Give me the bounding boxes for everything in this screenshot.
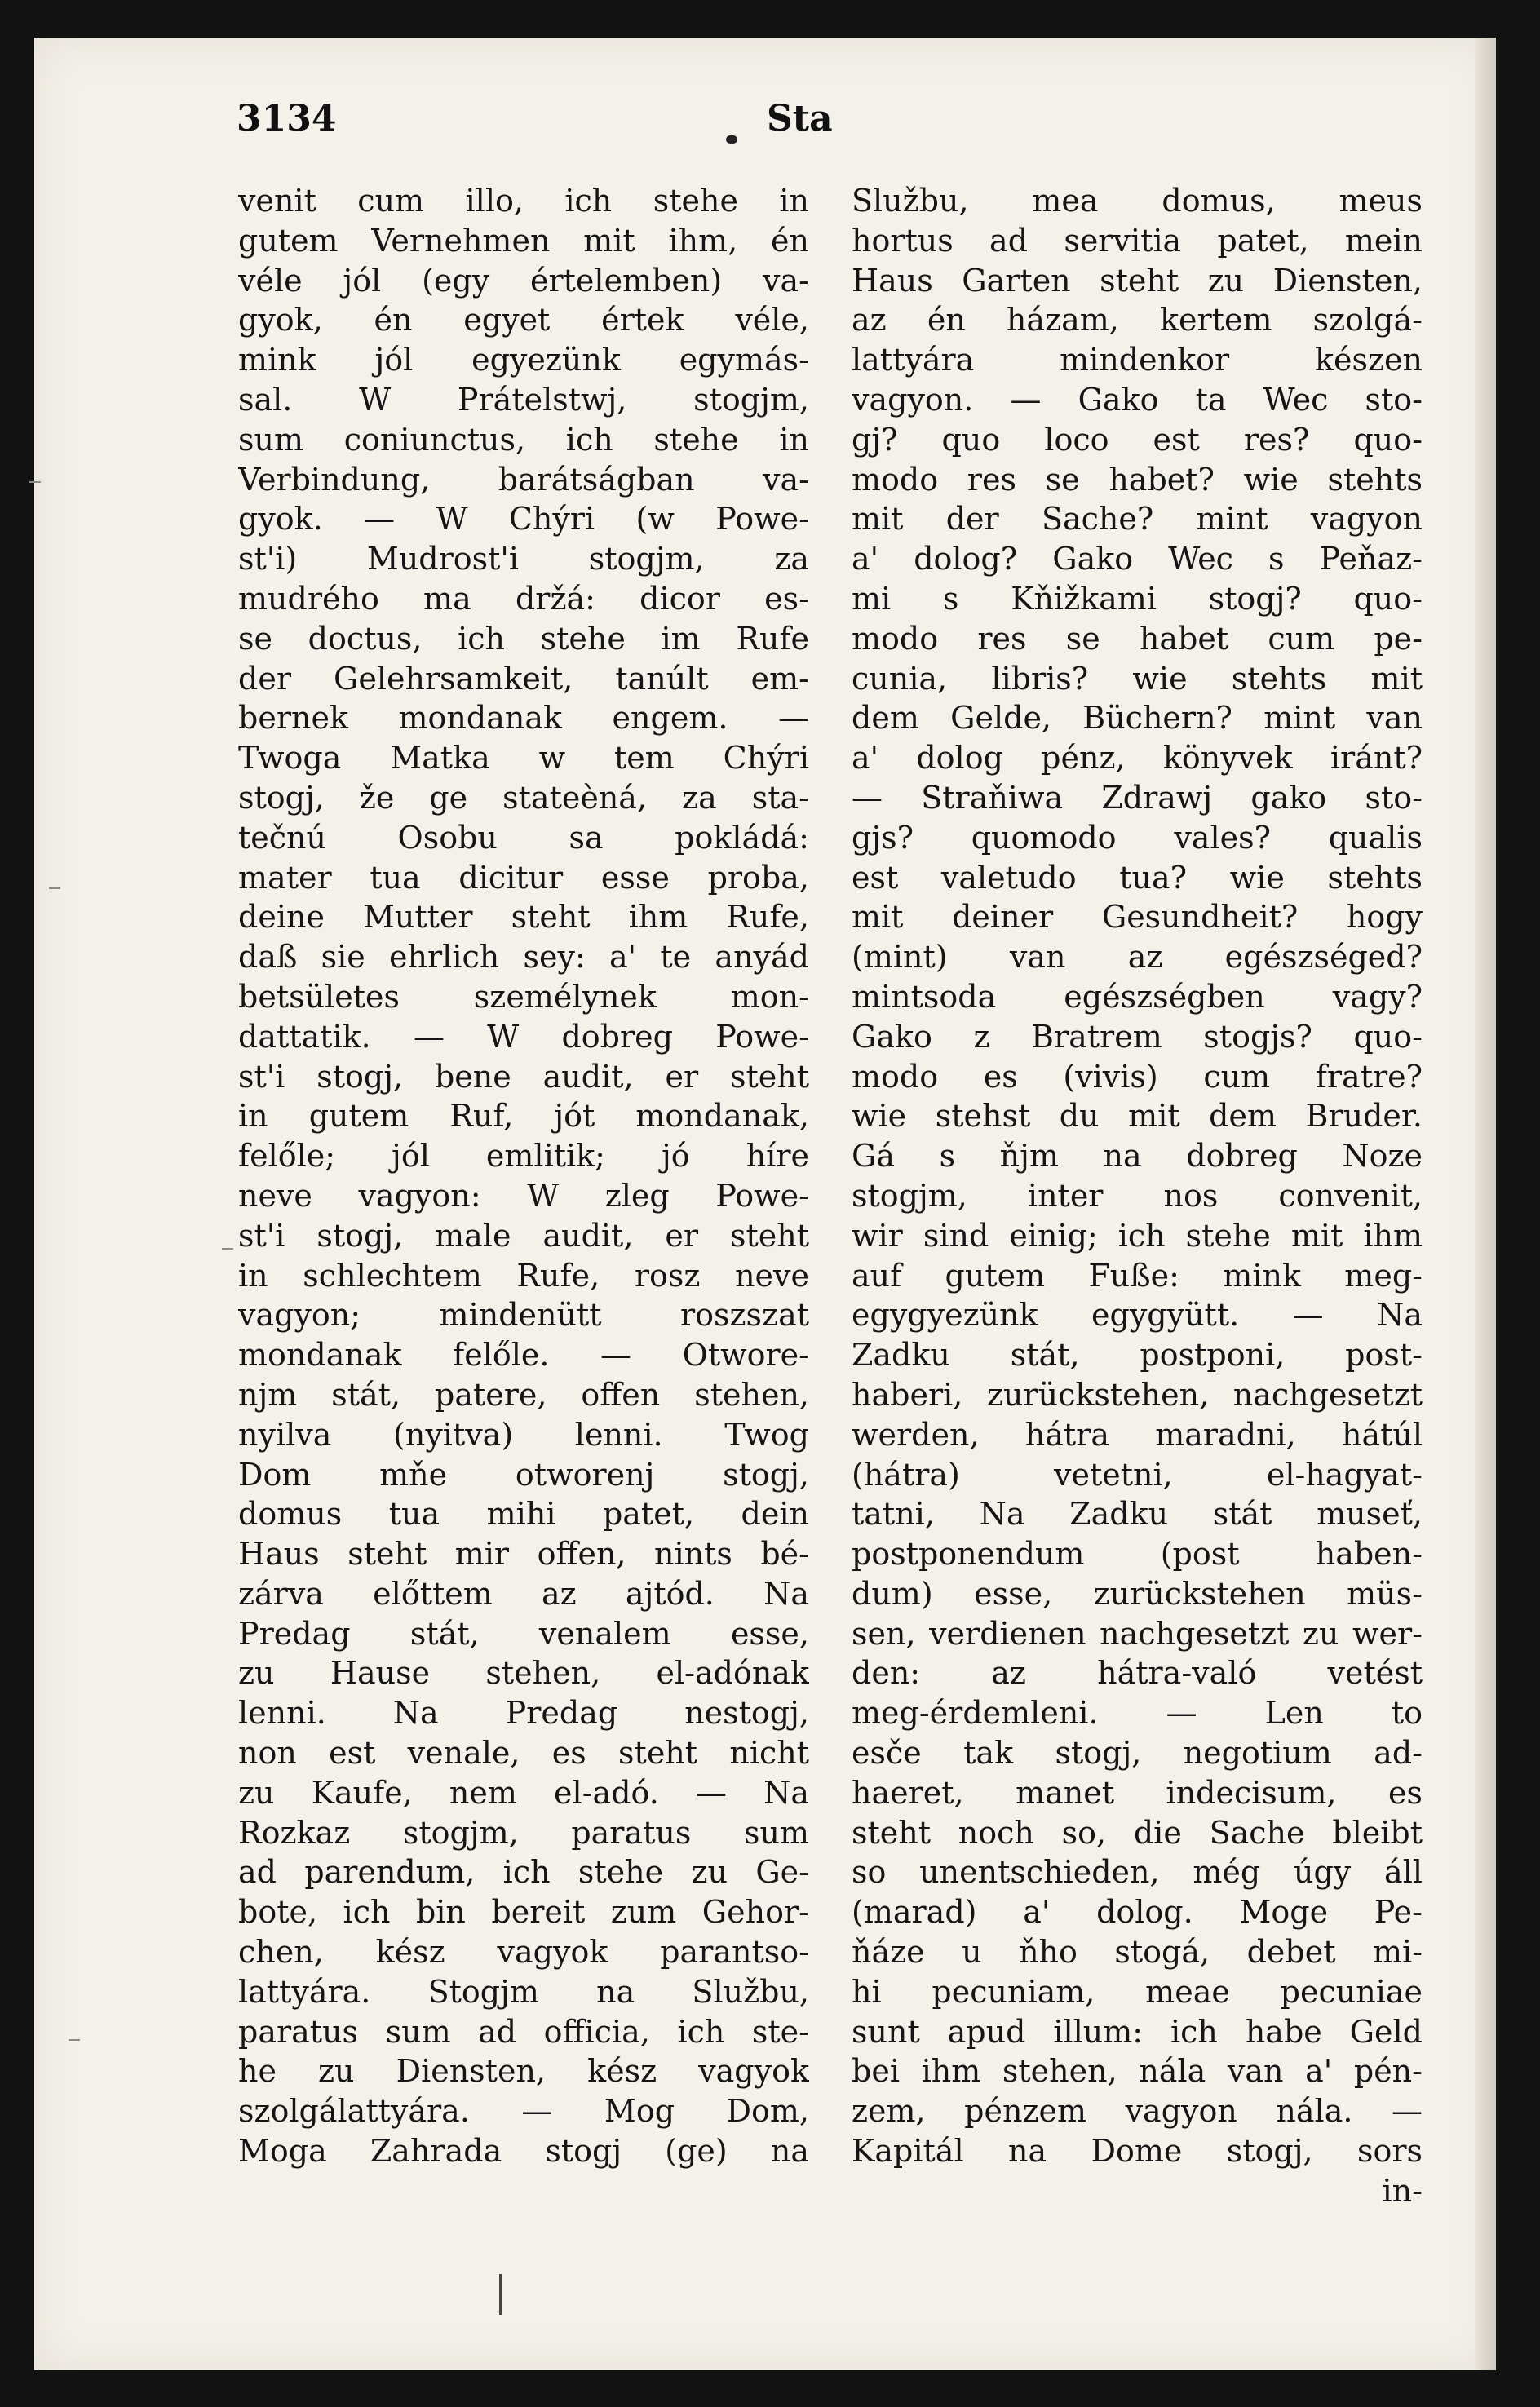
text-line: modo res se habet? wie stehts <box>852 461 1423 498</box>
ink-mark <box>499 2274 502 2315</box>
text-line: lattyára mindenkor készen <box>852 342 1423 378</box>
text-line: sum coniunctus, ich stehe in <box>238 421 809 458</box>
text-line: bote, ich bin bereit zum Gehor- <box>238 1894 809 1931</box>
text-line: der Gelehrsamkeit, tanúlt em- <box>238 660 809 697</box>
text-line: in schlechtem Rufe, rosz neve <box>238 1257 809 1294</box>
text-line: tatni, Na Zadku stát museť, <box>852 1496 1423 1533</box>
text-line: Twoga Matka w tem Chýri <box>238 740 809 777</box>
page-number: 3134 <box>237 98 337 139</box>
margin-mark <box>69 2039 80 2041</box>
text-line: werden, hátra maradni, hátúl <box>852 1416 1423 1453</box>
text-line: st'i) Mudrost'i stogjm, za <box>238 541 809 577</box>
text-line: wie stehst du mit dem Bruder. <box>852 1098 1423 1135</box>
text-line: gjs? quomodo vales? qualis <box>852 819 1423 856</box>
page-header <box>237 98 873 147</box>
text-line: Predag stát, venalem esse, <box>238 1615 809 1652</box>
text-line: mi s Kňižkami stogj? quo- <box>852 580 1423 617</box>
text-line: mit der Sache? mint vagyon <box>852 501 1423 538</box>
text-line: mintsoda egészségben vagy? <box>852 978 1423 1015</box>
text-line: gutem Vernehmen mit ihm, én <box>238 222 809 259</box>
text-line: mondanak felőle. — Otwore- <box>238 1337 809 1374</box>
text-line: dum) esse, zurückstehen müs- <box>852 1575 1423 1612</box>
text-line: vagyon. — Gako ta Wec sto- <box>852 381 1423 418</box>
text-line: st'i stogj, male audit, er steht <box>238 1217 809 1254</box>
text-line: est valetudo tua? wie stehts <box>852 859 1423 896</box>
text-line: egygyezünk egygyütt. — Na <box>852 1297 1423 1334</box>
text-line: — Straňiwa Zdrawj gako sto- <box>852 779 1423 816</box>
text-line: venit cum illo, ich stehe in <box>238 183 809 219</box>
text-line: dem Gelde, Büchern? mint van <box>852 700 1423 737</box>
text-line: stogjm, inter nos convenit, <box>852 1177 1423 1214</box>
text-line: st'i stogj, bene audit, er steht <box>238 1058 809 1095</box>
ink-mark <box>726 135 737 144</box>
text-line: hi pecuniam, meae pecuniae <box>852 1973 1423 2010</box>
text-line: sal. W Prátelstwj, stogjm, <box>238 381 809 418</box>
text-line: njm stát, patere, offen stehen, <box>238 1376 809 1413</box>
text-line: haeret, manet indecisum, es <box>852 1774 1423 1811</box>
text-line: neve vagyon: W zleg Powe- <box>238 1177 809 1214</box>
right-column <box>852 181 1423 2211</box>
text-line: domus tua mihi patet, dein <box>238 1496 809 1533</box>
text-line: hortus ad servitia patet, mein <box>852 222 1423 259</box>
left-column <box>238 181 809 2171</box>
text-line: auf gutem Fuße: mink meg- <box>852 1257 1423 1294</box>
text-line: betsületes személynek mon- <box>238 978 809 1015</box>
text-line: mink jól egyezünk egymás- <box>238 342 809 378</box>
text-line: esče tak stogj, negotium ad- <box>852 1735 1423 1772</box>
text-line: zu Hause stehen, el-adónak <box>238 1655 809 1692</box>
text-line: modo es (vivis) cum fratre? <box>852 1058 1423 1095</box>
text-line: (marad) a' dolog. Moge Pe- <box>852 1894 1423 1931</box>
text-line: szolgálattyára. — Mog Dom, <box>238 2093 809 2130</box>
margin-mark <box>49 887 60 889</box>
text-line: véle jól (egy értelemben) va- <box>238 262 809 299</box>
text-line: bei ihm stehen, nála van a' pén- <box>852 2053 1423 2090</box>
text-line: Haus steht mir offen, nints bé- <box>238 1536 809 1573</box>
text-line: Kapitál na Dome stogj, sors <box>852 2133 1423 2170</box>
text-line: modo res se habet cum pe- <box>852 620 1423 657</box>
text-line: meg-érdemleni. — Len to <box>852 1695 1423 1732</box>
text-line: mater tua dicitur esse proba, <box>238 859 809 896</box>
text-line: wir sind einig; ich stehe mit ihm <box>852 1217 1423 1254</box>
text-line: in- <box>1382 2172 1423 2209</box>
text-line: paratus sum ad officia, ich ste- <box>238 2013 809 2050</box>
text-line: Verbindung, barátságban va- <box>238 461 809 498</box>
text-line: gj? quo loco est res? quo- <box>852 421 1423 458</box>
text-line: tečnú Osobu sa pokládá: <box>238 819 809 856</box>
text-line: az én házam, kertem szolgá- <box>852 302 1423 338</box>
text-line: sunt apud illum: ich habe Geld <box>852 2013 1423 2050</box>
text-line: Haus Garten steht zu Diensten, <box>852 262 1423 299</box>
text-line: lattyára. Stogjm na Službu, <box>238 1973 809 2010</box>
text-line: dattatik. — W dobreg Powe- <box>238 1018 809 1055</box>
text-line: cunia, libris? wie stehts mit <box>852 660 1423 697</box>
text-line: steht noch so, die Sache bleibt <box>852 1814 1423 1851</box>
text-line: (mint) van az egészséged? <box>852 939 1423 976</box>
text-line: stogj, že ge stateèná, za sta- <box>238 779 809 816</box>
text-line: sen, verdienen nachgesetzt zu wer- <box>852 1615 1423 1652</box>
text-line: Službu, mea domus, meus <box>852 183 1423 219</box>
text-line: zárva előttem az ajtód. Na <box>238 1575 809 1612</box>
margin-mark <box>29 481 41 483</box>
text-line: zem, pénzem vagyon nála. — <box>852 2093 1423 2130</box>
text-line: (hátra) vetetni, el-hagyat- <box>852 1456 1423 1493</box>
margin-mark <box>222 1248 233 1250</box>
text-line: nyilva (nyitva) lenni. Twog <box>238 1416 809 1453</box>
text-line: zu Kaufe, nem el-adó. — Na <box>238 1774 809 1811</box>
text-line: den: az hátra-való vetést <box>852 1655 1423 1692</box>
text-line: so unentschieden, még úgy áll <box>852 1854 1423 1891</box>
text-line: mit deiner Gesundheit? hogy <box>852 899 1423 936</box>
text-line: haberi, zurückstehen, nachgesetzt <box>852 1376 1423 1413</box>
text-line: mudrého ma držá: dicor es- <box>238 580 809 617</box>
text-line: a' dolog? Gako Wec s Peňaz- <box>852 541 1423 577</box>
text-line: Dom mňe otworenj stogj, <box>238 1456 809 1493</box>
text-line: gyok, én egyet értek véle, <box>238 302 809 338</box>
text-line: gyok. — W Chýri (w Powe- <box>238 501 809 538</box>
text-line: he zu Diensten, kész vagyok <box>238 2053 809 2090</box>
text-line: in gutem Ruf, jót mondanak, <box>238 1098 809 1135</box>
text-line: Gako z Bratrem stogjs? quo- <box>852 1018 1423 1055</box>
text-line: chen, kész vagyok parantso- <box>238 1934 809 1971</box>
text-line: deine Mutter steht ihm Rufe, <box>238 899 809 936</box>
text-line: Rozkaz stogjm, paratus sum <box>238 1814 809 1851</box>
text-line: se doctus, ich stehe im Rufe <box>238 620 809 657</box>
text-line: vagyon; mindenütt roszszat <box>238 1297 809 1334</box>
text-line: ad parendum, ich stehe zu Ge- <box>238 1854 809 1891</box>
text-line: ňáze u ňho stogá, debet mi- <box>852 1934 1423 1971</box>
text-line: Zadku stát, postponi, post- <box>852 1337 1423 1374</box>
page-edge-shadow <box>1475 38 1496 2370</box>
text-line: Gá s ňjm na dobreg Noze <box>852 1138 1423 1175</box>
text-line: a' dolog pénz, könyvek iránt? <box>852 740 1423 777</box>
text-line: postponendum (post haben- <box>852 1536 1423 1573</box>
text-line: non est venale, es steht nicht <box>238 1735 809 1772</box>
text-line: daß sie ehrlich sey: a' te anyád <box>238 939 809 976</box>
text-line: Moga Zahrada stogj (ge) na <box>238 2133 809 2170</box>
text-line: bernek mondanak engem. — <box>238 700 809 737</box>
text-line: felőle; jól emlitik; jó híre <box>238 1138 809 1175</box>
text-line: lenni. Na Predag nestogj, <box>238 1695 809 1732</box>
running-head: Sta <box>767 98 833 139</box>
